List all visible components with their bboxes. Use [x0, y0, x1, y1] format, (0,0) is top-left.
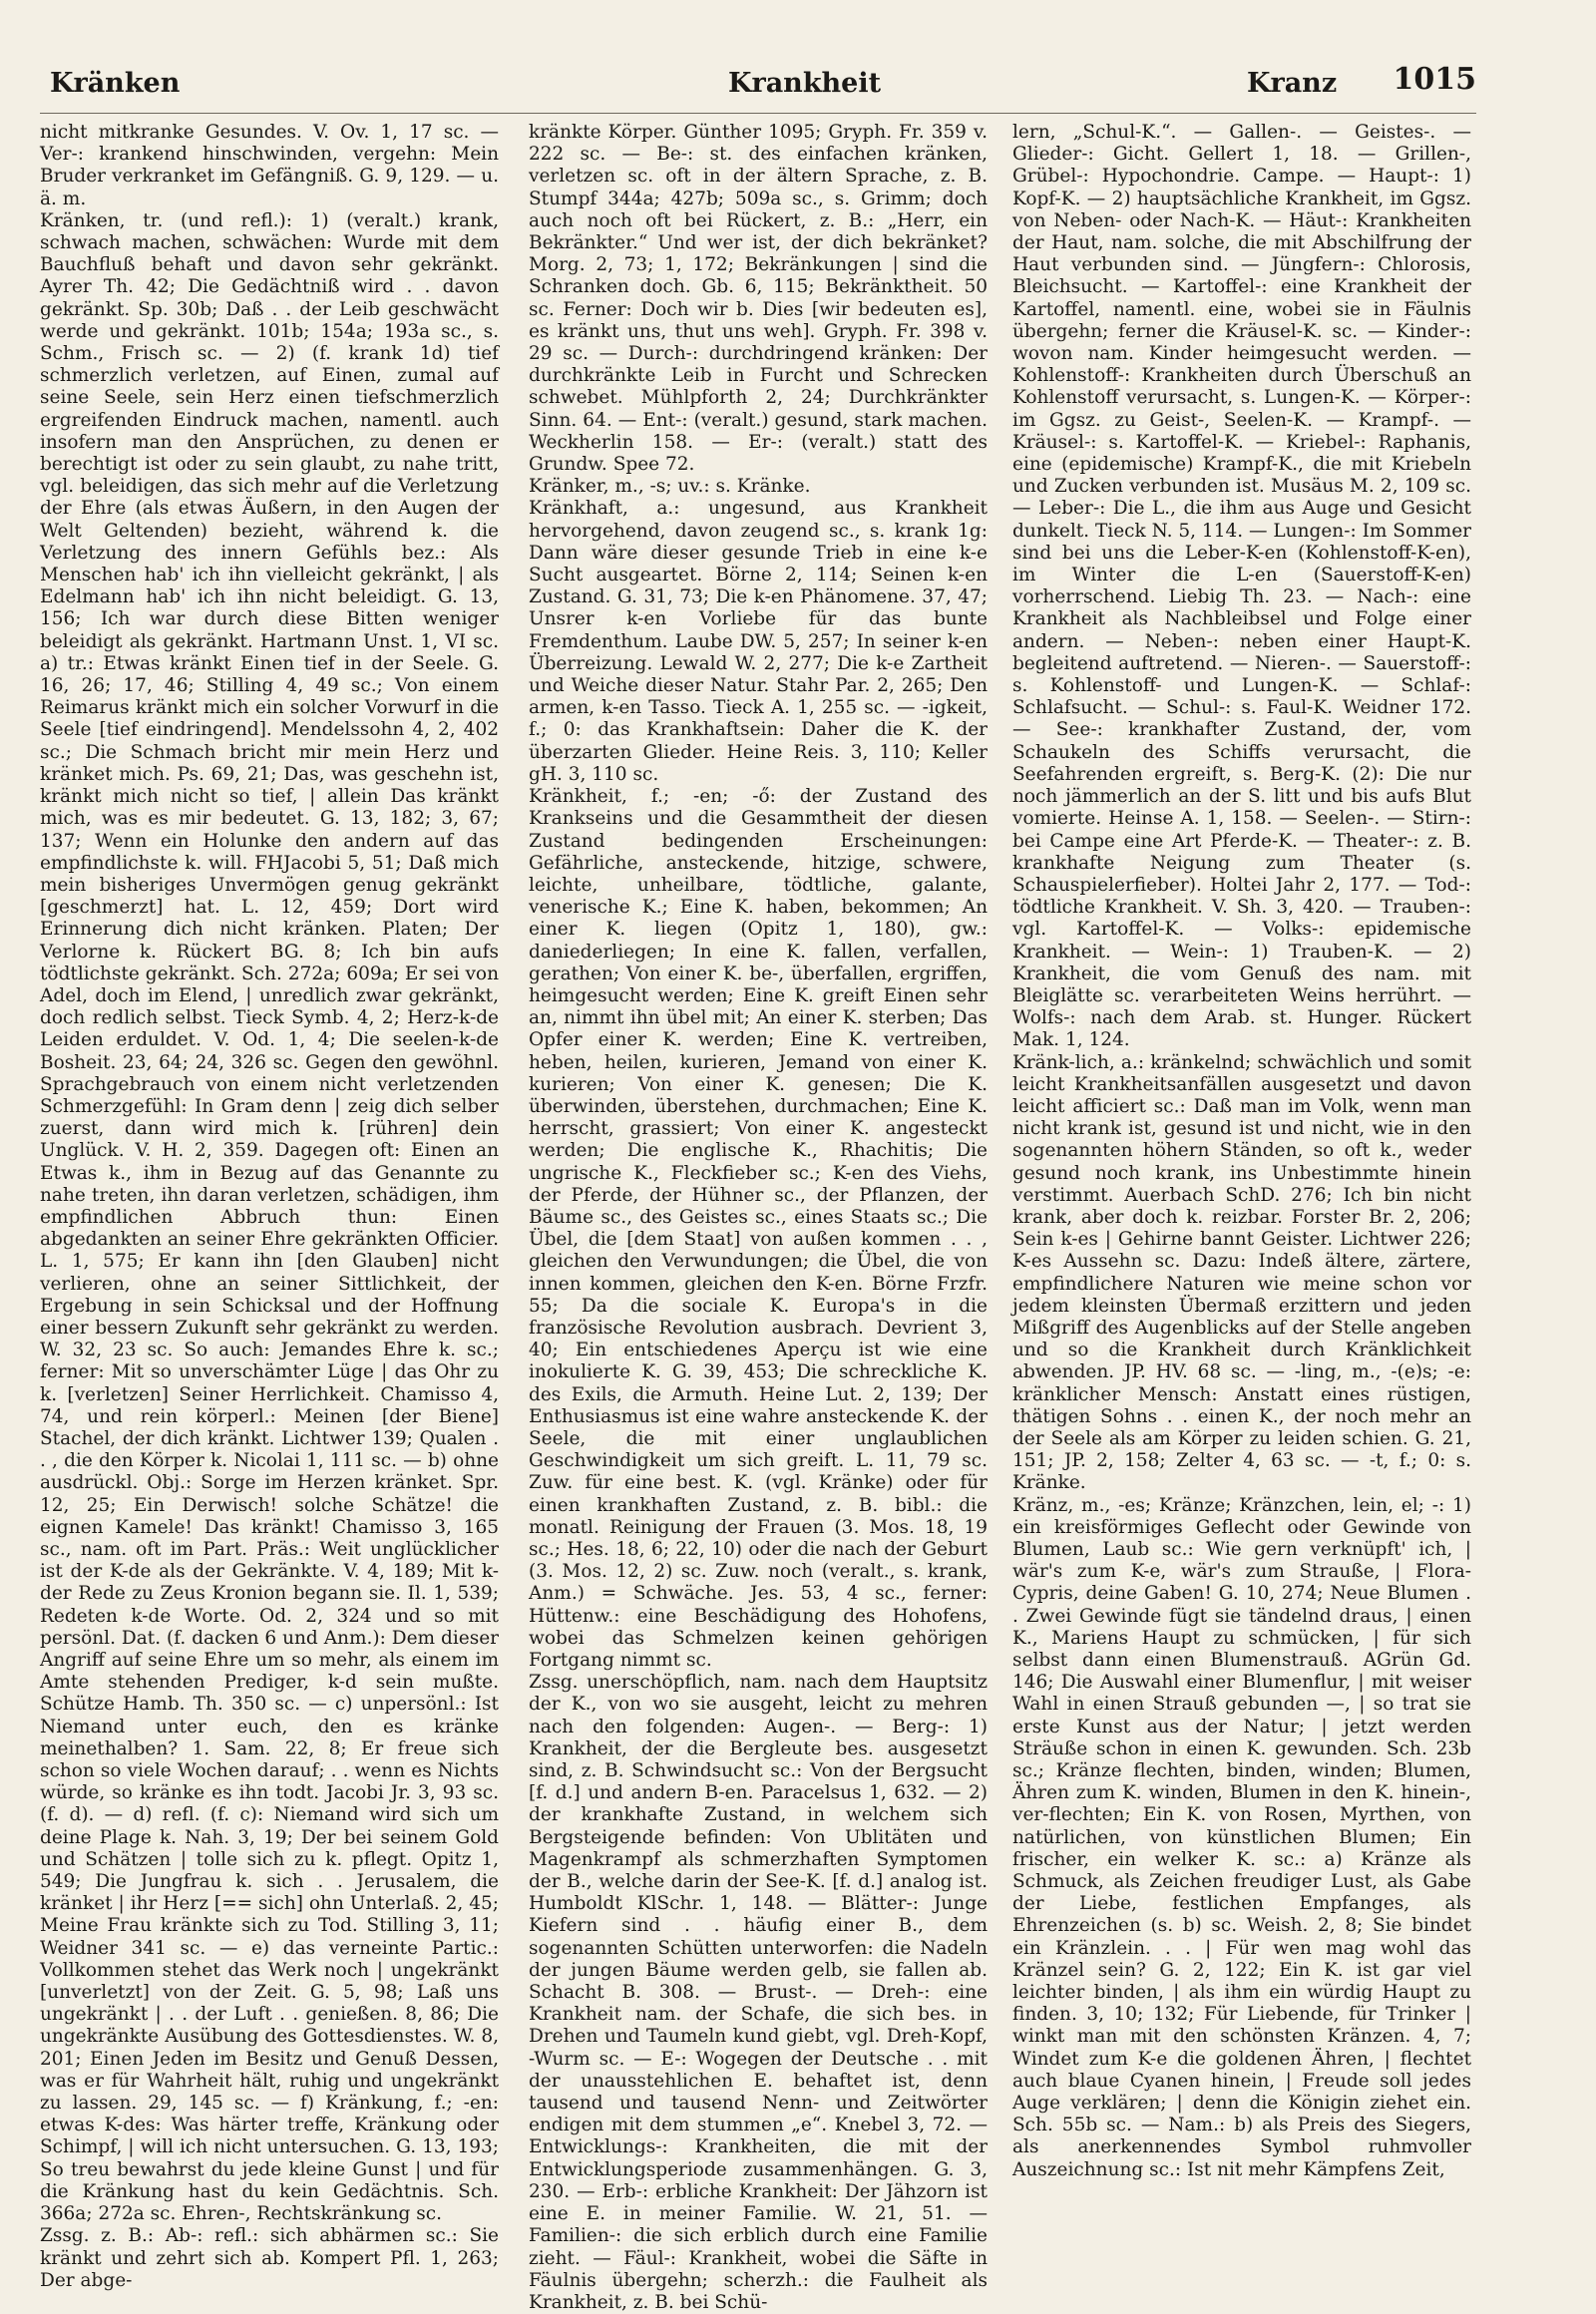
entry-paragraph: Kränk-lich, a.: kränkelnd; schwächlich und somit leicht Krankheitsanfällen ausgesetzt und davon leicht afficiert sc.: Daß man im Volk, wenn man nicht krank ist, gesund ist und nicht, wie in den sogenannten höhern Ständen, so oft k., weder gesund noch krank, ins Unbestimmte hinein verstimmt. Auerbach SchD. 276; Ich bin nicht krank, aber doch k. reizbar. Forster Br. 2, 206; Sein k-es | Gehirne bannt Geister. Lichtwer 226; K-es Aussehn sc. Dazu: Indeß ältere, zärtere, empfindlichere Naturen wie meine schon vor jedem kleinsten Übermaß erzittern und jeden Mißgriff des Augenblicks auf der Stelle angeben und so die Krankheit durch Kränklichkeit abwenden. JP. HV. 68 sc. — -ling, m., -(e)s; -e: kränklicher Mensch: Anstatt eines rüstigen, thätigen Sohns . . einen K., der noch mehr an der Seele als am Körper zu leiden schien. G. 21, 151; JP. 2, 158; Zelter 4, 63 sc. — -t, f.; 0: s. Kränke. [1012, 1051, 1471, 1494]
entry-paragraph: Kränkheit, f.; -en; -ő: der Zustand des Krankseins und die Gesammtheit der diesen Zustand bedingenden Erscheinungen: Gefährliche, ansteckende, hitzige, schwere, leichte, unheilbare, tödtliche, galante, venerische K.; Eine K. haben, bekommen; An einer K. liegen (Opitz 1, 180), gw.: daniederliegen; In eine K. fallen, verfallen, gerathen; Von einer K. be-, überfallen, ergriffen, heimgesucht werden; Eine K. greift Einen sehr an, nimmt ihn übel mit; An einer K. sterben; Das Opfer einer K. werden; Eine K. vertreiben, heben, heilen, kurieren, Jemand von einer K. kurieren; Von einer K. genesen; Die K. überwinden, überstehen, durchmachen; Eine K. herrscht, grassiert; Von einer K. angesteckt werden; Die englische K., Rhachitis; Die ungrische K., Fleckfieber sc.; K-en des Viehs, der Pferde, der Hühner sc., der Pflanzen, der Bäume sc., des Geistes sc., eines Staats sc.; Die Übel, die [dem Staat] von außen kommen . . , gleichen den Verwundungen; die Übel, die von innen kommen, gleichen den K-en. Börne Frzfr. 55; Da die sociale K. Europa's in die französische Revolution ausbrach. Devrient 3, 40; Ein entschiedenes Aperçu ist wie eine inokulierte K. G. 39, 453; Die schreckliche K. des Exils, die Armuth. Heine Lut. 2, 139; Der Enthusiasmus ist eine wahre ansteckende K. der Seele, die mit einer unglaublichen Geschwindigkeit um sich greift. L. 11, 79 sc. Zuw. für eine best. K. (vgl. Kränke) oder für einen krankhaften Zustand, z. B. bibl.: die monatl. Reinigung der Frauen (3. Mos. 18, 19 sc.; Hes. 18, 6; 22, 10) oder die nach der Geburt (3. Mos. 12, 2) sc. Zuw. noch (veralt., s. krank, Anm.) = Schwäche. Jes. 53, 4 sc., ferner: Hüttenw.: eine Beschädigung des Hohofens, wobei das Schmelzen keinen gehörigen Fortgang nimmt sc. [529, 786, 988, 1672]
text-column-2 [529, 122, 988, 2313]
text-column-1 [40, 122, 499, 2291]
entry-paragraph: Zssg. unerschöpflich, nam. nach dem Hauptsitz der K., von wo sie ausgeht, leicht zu mehren nach den folgenden: Augen-. — Berg-: 1) Krankheit, der die Bergleute bes. ausgesetzt sind, z. B. Schwindsucht sc.: Von der Bergsucht [f. d.] und andern B-en. Paracelsus 1, 632. — 2) der krankhafte Zustand, in welchem sich Bergsteigende befinden: Von Ublitäten und Magenkrampf als schmerzhaften Symptomen der B., welche darin der See-K. [f. d.] analog ist. Humboldt KlSchr. 1, 148. — Blätter-: Junge Kiefern sind . . häufig einer B., dem sogenannten Schütten unterworfen: die Nadeln der jungen Bäume werden gelb, sie fallen ab. Schacht B. 308. — Brust-. — Dreh-: eine Krankheit nam. der Schafe, die sich bes. in Drehen und Taumeln kund giebt, vgl. Dreh-Kopf, -Wurm sc. — E-: Wogegen der Deutsche . . mit der unausstehlichen E. behaftet ist, denn tausend und tausend Nenn- und Zeitwörter endigen mit dem stummen „e“. Knebel 3, 72. — Entwicklungs-: Krankheiten, die mit der Entwicklungsperiode zusammenhängen. G. 3, 230. — Erb-: erbliche Krankheit: Der Jähzorn ist eine E. in meiner Familie. W. 21, 51. — Familien-: die sich erblich durch eine Familie zieht. — Fäul-: Krankheit, wobei die Säfte in Fäulnis übergehn; scherzh.: die Faulheit als Krankheit, z. B. bei Schü- [529, 1672, 988, 2313]
entry-paragraph: Kränken, tr. (und refl.): 1) (veralt.) krank, schwach machen, schwächen: Wurde mit dem Bauchfluß behaft und davon sehr gekränkt. Ayrer Th. 42; Die Gedächtniß wird . . davon gekränkt. Sp. 30b; Daß . . der Leib geschwächt werde und gekränkt. 101b; 154a; 193a sc., s. Schm., Frisch sc. — 2) (f. krank 1d) tief schmerzlich verletzen, auf Einen, zumal auf seine Seele, sein Herz einen tiefschmerzlich ergreifenden Eindruck machen, namentl. auch insofern man den Ansprüchen, zu denen er berechtigt ist oder zu sein glaubt, zu nahe tritt, vgl. beleidigen, das sich mehr auf die Verletzung der Ehre (als etwas Äußern, in den Augen der Welt Geltenden) bezieht, während k. die Verletzung des innern Gefühls bez.: Als Menschen hab' ich ihn vielleicht gekränkt, | als Edelmann hab' ich ihn nicht beleidigt. G. 13, 156; Ich war durch diese Bitten weniger beleidigt als gekränkt. Hartmann Unst. 1, VI sc. a) tr.: Etwas kränkt Einen tief in der Seele. G. 16, 26; 17, 46; Stilling 4, 49 sc.; Von einem Reimarus kränkt mich ein solcher Vorwurf in die Seele [tief eindringend]. Mendelssohn 4, 2, 402 sc.; Die Schmach bricht mir mein Herz und kränket mich. Ps. 69, 21; Das, was geschehn ist, kränkt mich nicht so tief, | allein Das kränkt mich, was es mir bedeutet. G. 13, 182; 3, 67; 137; Wenn ein Holunke den andern auf das empfindlichste k. will. FHJacobi 5, 51; Daß mich mein bisheriges Unvermögen genug gekränkt [geschmerzt] hat. L. 12, 459; Dort wird Erinnerung dich nicht kränken. Platen; Der Verlorne k. Rückert BG. 8; Ich bin aufs tödtlichste gekränkt. Sch. 272a; 609a; Er sei von Adel, doch im Elend, | unredlich zwar gekränkt, doch redlich selbst. Tieck Symb. 4, 2; Herz-k-de Leiden erduldet. V. Od. 1, 4; Die seelen-k-de Bosheit. 23, 64; 24, 326 sc. Gegen den gewöhnl. Sprachgebrauch von einem nicht verletzenden Schmerzgefühl: In Gram denn | zeig dich selber zuerst, dann wird mich k. [rühren] dein Unglück. V. H. 2, 359. Dagegen oft: Einen an Etwas k., ihm in Bezug auf das Genannte zu nahe treten, ihn daran verletzen, schädigen, ihm empfindlichen Abbruch thun: Einen abgedankten an seiner Ehre gekränkten Officier. L. 1, 575; Er kann ihn [den Glauben] nicht verlieren, ohne an seiner Sittlichkeit, der Ergebung in sein Schicksal und der Hoffnung einer bessern Zukunft sehr gekränkt zu werden. W. 32, 23 sc. So auch: Jemandes Ehre k. sc.; ferner: Mit so unverschämter Lüge | das Ohr zu k. [verletzen] Seiner Herrlichkeit. Chamisso 4, 74, und rein körperl.: Meinen [der Biene] Stachel, der dich kränkt. Lichtwer 139; Qualen . . , die den Körper k. Nicolai 1, 111 sc. — b) ohne ausdrückl. Obj.: Sorge im Herzen kränket. Spr. 12, 25; Ein Derwisch! solche Schätze! die eignen Kamele! Das kränkt! Chamisso 3, 165 sc., nam. oft im Part. Präs.: Weit unglücklicher ist der K-de als der Gekränkte. V. 4, 189; Mit k-der Rede zu Zeus Kronion begann sie. Il. 1, 539; Redeten k-de Worte. Od. 2, 324 und so mit persönl. Dat. (f. dacken 6 und Anm.): Dem dieser Angriff auf seine Ehre um so mehr, als einem im Amte stehenden Prediger, k-d sein mußte. Schütze Hamb. Th. 350 sc. — c) unpersönl.: Ist Niemand unter euch, den es kränke meinethalben? 1. Sam. 22, 8; Er freue sich schon so viele Wochen darauf; . . wenn es Nichts würde, so kränke es ihn todt. Jacobi Jr. 3, 93 sc. (f. d). — d) refl. (f. c): Niemand wird sich um deine Plage k. Nah. 3, 19; Der bei seinem Gold und Schätzen | tolle sich zu k. pflegt. Opitz 1, 549; Die Jungfrau k. sich . . Jerusalem, die kränket | ihr Herz [== sich] ohn Unterlaß. 2, 45; Meine Frau kränkte sich zu Tod. Stilling 3, 11; Weidner 341 sc. — e) das verneinte Partic.: Vollkommen stehet das Werk noch | ungekränkt [unverletzt] von der Zeit. G. 5, 98; Laß uns ungekränkt | . . der Luft . . genießen. 8, 86; Die ungekränkte Ausübung des Gottesdienstes. W. 8, 201; Einen Jeden im Besitz und Genuß Dessen, was er für Wahrheit hält, ruhig und ungekränkt zu lassen. 29, 145 sc. — f) Kränkung, f.; -en: etwas K-des: Was härter treffe, Kränkung oder Schimpf, | will ich nicht untersuchen. G. 13, 193; So treu bewahrst du jede kleine Gunst | und für die Kränkung hast du kein Gedächtnis. Sch. 366a; 272a sc. Ehren-, Rechtskränkung sc. [40, 209, 499, 2225]
entry-paragraph: Kränz, m., -es; Kränze; Kränzchen, lein, el; -: 1) ein kreisförmiges Geflecht oder Gewinde von Blumen, Laub sc.: Wie gern verknüpft' ich, | wär's zum K-e, wär's zum Strauße, | Flora-Cypris, deine Gaben! G. 10, 274; Neue Blumen . . Zwei Gewinde fügt sie tändelnd draus, | einen K., Mariens Haupt zu schmücken, | für sich selbst dann einen Blumenstrauß. AGrün Gd. 146; Die Auswahl einer Blumenflur, | mit weiser Wahl in einen Strauß gebunden —, | so trat sie erste Kunst aus der Natur; | jetzt werden Sträuße schon in einen K. gewunden. Sch. 23b sc.; Kränze flechten, binden, winden; Blumen, Ähren zum K. winden, Blumen in den K. hinein-, ver-flechten; Ein K. von Rosen, Myrthen, von natürlichen, von künstlichen Blumen; Ein frischer, ein welker K. sc.: a) Kränze als Schmuck, als Zeichen freudiger Lust, als Gabe der Liebe, festlichen Empfanges, als Ehrenzeichen (s. b) sc. Weish. 2, 8; Sie bindet ein Kränzlein. . . | Für wen mag wohl das Kränzel sein? G. 2, 122; Ein K. ist gar viel leichter binden, | als ihm ein würdig Haupt zu finden. 3, 10; 132; Für Liebende, für Trinker | winkt man mit den schönsten Kränzen. 4, 7; Windet zum K-e die goldenen Ähren, | flechtet auch blaue Cyanen hinein, | Freude soll jedes Auge verklären; | denn die Königin ziehet ein. Sch. 55b sc. — Nam.: b) als Preis des Siegers, als anerkennendes Symbol ruhmvoller Auszeichnung sc.: Ist nit mehr Kämpfens Zeit, [1012, 1494, 1471, 2180]
entry-paragraph: Kränker, m., -s; uv.: s. Kränke. [529, 476, 811, 498]
text-column-3 [1012, 122, 1471, 2180]
page-header [40, 62, 1476, 108]
right-running-headword: Kranz [1247, 68, 1338, 99]
entry-paragraph: nicht mitkranke Gesundes. V. Ov. 1, 17 sc. — Ver-: krankend hinschwinden, vergehn: Mein Bruder verkranket im Gefängniß. G. 9, 129. — u. ä. m. [40, 122, 499, 209]
left-running-headword: Kränken [50, 68, 181, 99]
entry-paragraph: kränkte Körper. Günther 1095; Gryph. Fr. 359 v. 222 sc. — Be-: st. des einfachen kränken, verletzen sc. oft in der ältern Sprache, z. B. Stumpf 344a; 427b; 509a sc., s. Grimm; doch auch noch oft bei Rückert, z. B.: „Herr, ein Bekränkter.“ Und wer ist, der dich bekränket? Morg. 2, 73; 1, 172; Bekränkungen | sind die Schranken doch. Gb. 6, 115; Bekränktheit. 50 sc. Ferner: Doch wir b. Dies [wir bedeuten es], es kränkt uns, thut uns weh]. Gryph. Fr. 398 v. 29 sc. — Durch-: durchdringend kränken: Der durchkränkte Leib in Furcht und Schrecken schwebet. Mühlpforth 2, 24; Durchkränkter Sinn. 64. — Ent-: (veralt.) gesund, stark machen. Weckherlin 158. — Er-: (veralt.) statt des Grundw. Spee 72. [529, 122, 988, 476]
entry-paragraph: Kränkhaft, a.: ungesund, aus Krankheit hervorgehend, davon zeugend sc., s. krank 1g: Dann wäre dieser gesunde Trieb in eine k-e Sucht ausgeartet. Börne 2, 114; Seinen k-en Zustand. G. 31, 73; Die k-en Phänomene. 37, 47; Unsrer k-en Vorliebe für das bunte Fremdenthum. Laube DW. 5, 257; In seiner k-en Überreizung. Lewald W. 2, 277; Die k-e Zartheit und Weiche dieser Natur. Stahr Par. 2, 265; Den armen, k-en Tasso. Tieck A. 1, 255 sc. — -igkeit, f.; 0: das Krankhaftsein: Daher die K. der überzarten Glieder. Heine Reis. 3, 110; Keller gH. 3, 110 sc. [529, 498, 988, 785]
header-rule [40, 113, 1476, 114]
entry-paragraph: Zssg. z. B.: Ab-: refl.: sich abhärmen sc.: Sie kränkt und zehrt sich ab. Kompert Pfl. 1, 263; Der abge- [40, 2225, 499, 2291]
center-running-headword: Krankheit [728, 68, 882, 99]
entry-paragraph: lern, „Schul-K.“. — Gallen-. — Geistes-. — Glieder-: Gicht. Gellert 1, 18. — Grillen-, Grübel-: Hypochondrie. Campe. — Haupt-: 1) Kopf-K. — 2) hauptsächliche Krankheit, im Ggsz. von Neben- oder Nach-K. — Häut-: Krankheiten der Haut, nam. solche, die mit Abschilfrung der Haut verbunden sind. — Jüngfern-: Chlorosis, Bleichsucht. — Kartoffel-: eine Krankheit der Kartoffel, namentl. eine, wobei sie in Fäulnis übergehn; ferner die Kräusel-K. sc. — Kinder-: wovon nam. Kinder heimgesucht werden. — Kohlenstoff-: Krankheiten durch Überschuß an Kohlenstoff verursacht, s. Lungen-K. — Körper-: im Ggsz. zu Geist-, Seelen-K. — Krampf-. — Kräusel-: s. Kartoffel-K. — Kriebel-: Raphanis, eine (epidemische) Krampf-K., die mit Kriebeln und Zucken verbunden ist. Musäus M. 2, 109 sc. — Leber-: Die L., die ihm aus Auge und Gesicht dunkelt. Tieck N. 5, 114. — Lungen-: Im Sommer sind bei uns die Leber-K-en (Kohlenstoff-K-en), im Winter die L-en (Sauerstoff-K-en) vorherrschend. Liebig Th. 23. — Nach-: eine Krankheit als Nachbleibsel und Folge einer andern. — Neben-: neben einer Haupt-K. begleitend auftretend. — Nieren-. — Sauerstoff-: s. Kohlenstoff- und Lungen-K. — Schlaf-: Schlafsucht. — Schul-: s. Faul-K. Weidner 172. — See-: krankhafter Zustand, der, vom Schaukeln des Schiffs verursacht, die Seefahrenden ergreift, s. Berg-K. (2): Die nur noch jämmerlich an der S. litt und bis aufs Blut vomierte. Heinse A. 1, 158. — Seelen-. — Stirn-: bei Campe eine Art Pferde-K. — Theater-: z. B. krankhafte Neigung zum Theater (s. Schauspielerfieber). Holtei Jahr 2, 177. — Tod-: tödtliche Krankheit. V. Sh. 3, 420. — Trauben-: vgl. Kartoffel-K. — Volks-: epidemische Krankheit. — Wein-: 1) Trauben-K. — 2) Krankheit, die vom Genuß des nam. mit Bleiglätte sc. verarbeiteten Weins herrührt. — Wolfs-: nach dem Arab. st. Hunger. Rückert Mak. 1, 124. [1012, 122, 1471, 1051]
page-number: 1015 [1393, 62, 1476, 97]
